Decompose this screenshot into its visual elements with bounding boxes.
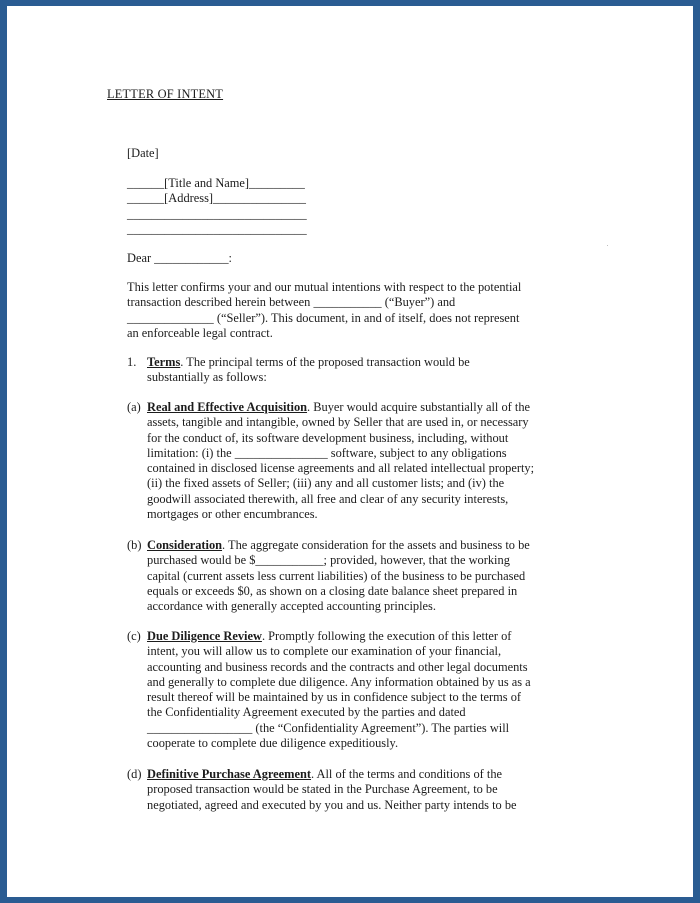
section-line: for the conduct of, its software development business, including, without: [147, 430, 509, 445]
section-first-line: . Promptly following the execution of this letter of: [261, 629, 512, 643]
scan-speck: [607, 245, 608, 246]
section-due-diligence: [127, 629, 587, 751]
section-heading: Definitive Purchase Agreement: [147, 767, 312, 781]
section-first-line: . The aggregate consideration for the assets and business to be: [222, 538, 530, 552]
section-line: (ii) the fixed assets of Seller; (iii) any and all customer lists; and (iv) the: [147, 476, 505, 491]
address-line: ______[Title and Name]_________: [127, 176, 305, 190]
section-heading: Real and Effective Acquisition: [147, 400, 308, 414]
section-line: substantially as follows:: [147, 370, 267, 385]
address-line: _____________________________: [127, 206, 307, 221]
section-line: and generally to complete due diligence. Any information obtained by us as a: [147, 674, 531, 689]
section-acquisition: [127, 400, 587, 522]
document-title: LETTER OF INTENT: [107, 87, 224, 101]
section-heading: Consideration: [147, 538, 223, 552]
intro-line: an enforceable legal contract.: [127, 325, 273, 340]
address-block: [127, 176, 307, 237]
section-line: intent, you will allow us to complete our examination of your financial,: [147, 644, 502, 659]
section-line: assets, tangible and intangible, owned by Seller that are used in, or necessary: [147, 415, 529, 430]
section-purchase-agreement: [127, 767, 587, 813]
section-marker: (c): [127, 629, 141, 643]
intro-line: transaction described herein between ___________ (“Buyer”) and: [127, 295, 456, 310]
section-terms: [127, 355, 587, 386]
section-line: mortgages or other encumbrances.: [147, 507, 318, 522]
date-placeholder: [Date]: [127, 146, 159, 160]
section-marker: (d): [127, 767, 142, 781]
salutation: Dear ____________:: [127, 251, 232, 265]
section-line: goodwill associated therewith, all free and clear of any security interests,: [147, 491, 509, 506]
section-line: capital (current assets less current liabilities) of the business to be purchased: [147, 568, 526, 583]
section-marker: 1.: [127, 355, 137, 369]
intro-paragraph: [127, 280, 577, 341]
intro-line: ______________ (“Seller”). This document, in and of itself, does not represent: [127, 310, 520, 325]
section-line: accordance with generally accepted accounting principles.: [147, 599, 436, 614]
section-marker: (b): [127, 538, 142, 552]
address-line: ______[Address]_______________: [127, 191, 306, 206]
section-heading: Due Diligence Review: [147, 629, 262, 643]
section-line: cooperate to complete due diligence expeditiously.: [147, 736, 399, 751]
section-line: equals or exceeds $0, as shown on a closing date balance sheet prepared in: [147, 583, 518, 598]
intro-line: This letter confirms your and our mutual intentions with respect to the potential: [127, 280, 522, 294]
section-heading: Terms: [147, 355, 181, 369]
section-line: the Confidentiality Agreement executed by the parties and dated: [147, 705, 466, 720]
section-first-line: . All of the terms and conditions of the: [311, 767, 503, 781]
section-line: purchased would be $___________; provided, however, that the working: [147, 553, 510, 568]
section-line: contained in disclosed license agreements and all related intellectual property;: [147, 461, 535, 476]
section-marker: (a): [127, 400, 141, 414]
section-first-line: . Buyer would acquire substantially all of the: [307, 400, 531, 414]
section-line: limitation: (i) the _______________ software, subject to any obligations: [147, 445, 507, 460]
section-line: result thereof will be maintained by us in confidence subject to the terms of: [147, 690, 522, 705]
section-line: proposed transaction would be stated in the Purchase Agreement, to be: [147, 782, 498, 797]
section-first-line: . The principal terms of the proposed transaction would be: [180, 355, 470, 369]
section-consideration: [127, 538, 587, 614]
section-line: negotiated, agreed and executed by you and us. Neither party intends to be: [147, 797, 517, 812]
section-line: accounting and business records and the contracts and other legal documents: [147, 659, 528, 674]
section-line: _________________ (the “Confidentiality Agreement”). The parties will: [147, 720, 510, 735]
address-line: _____________________________: [127, 221, 307, 236]
